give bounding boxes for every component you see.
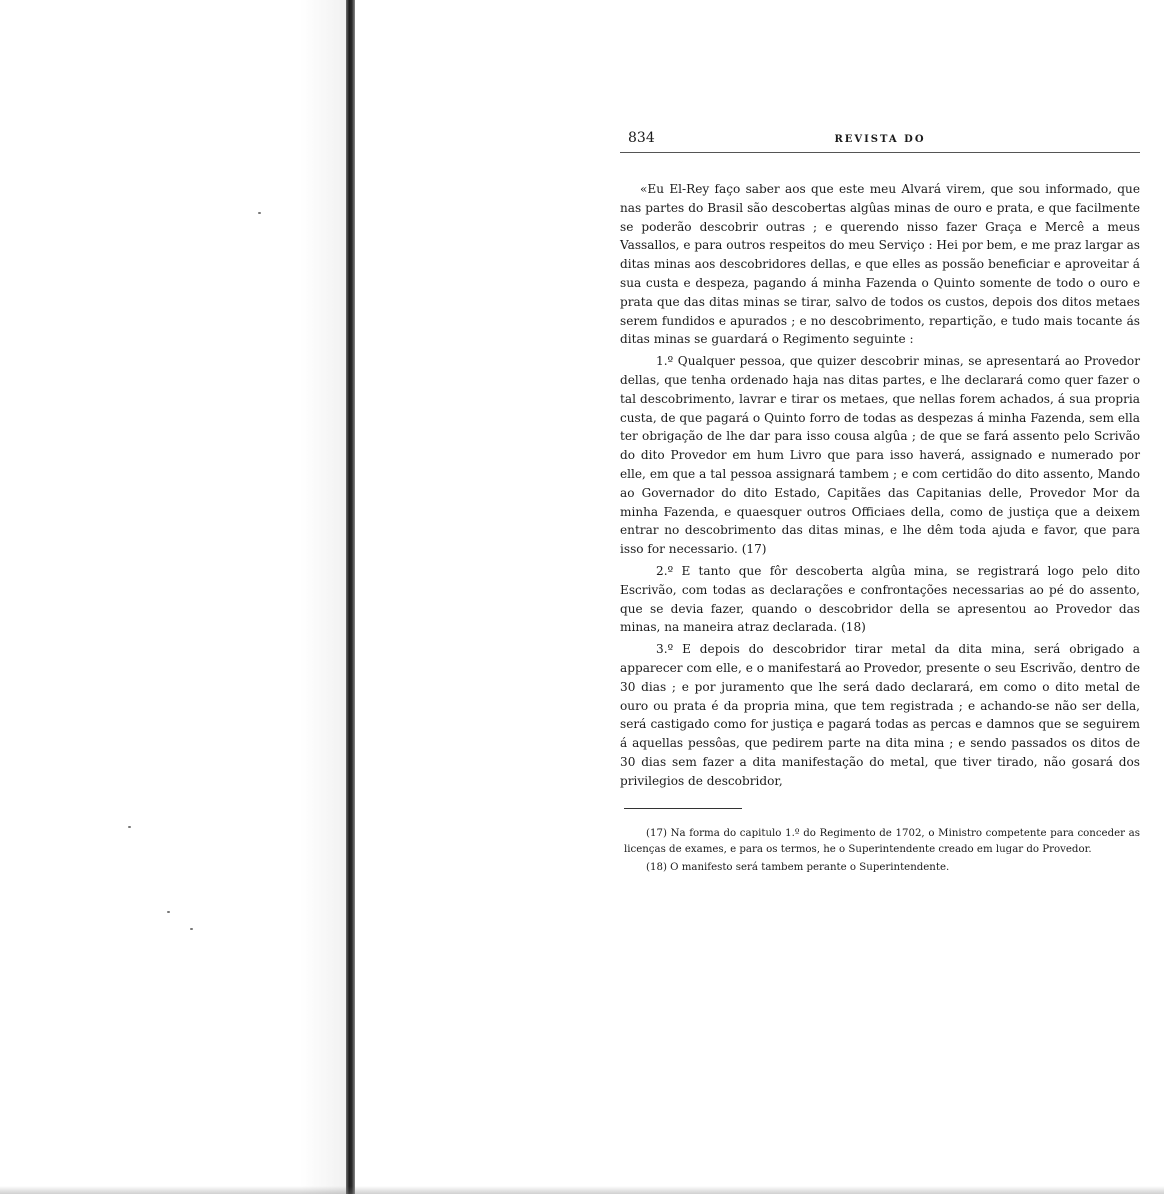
scan-speck: [128, 826, 131, 828]
paragraph-article-1: 1.º Qualquer pessoa, que quizer descobrir minas, se apresentará ao Provedor dellas, que tenha ordenado haja nas ditas partes, e lhe declarará como quer fazer o tal descobrimento, lavrar e tirar os metaes, que nellas forem achados, á sua propria custa, de que pagará o Quinto forro de todas as despezas á minha Fazenda, sem ella ter obrigação de lhe dar para isso cousa algûa ; de que se fará assento pelo Scrivão do dito Provedor em hum Livro que para isso haverá, assignado e numerado por elle, em que a tal pessoa assignará tambem ; e com certidão do dito assento, Mando ao Governador do dito Estado, Capitães das Capitanias delle, Provedor Mor da minha Fazenda, e quaesquer outros Officiaes della, como de justiça que a deixem entrar no descobrimento das ditas minas, e lhe dêm toda ajuda e favor, que para isso for necessario. (17): [620, 354, 1140, 557]
running-head: REVISTA DO: [834, 134, 926, 145]
paragraph-article-3: 3.º E depois do descobridor tirar metal da dita mina, será obrigado a apparecer com elle, e o manifestará ao Provedor, presente o seu Escrivão, dentro de 30 dias ; e por juramento que lhe será dado declarará, em como o dito metal de ouro ou prata é da propria mina, que tem registrada ; e achando-se não ser della, será castigado como for justiça e pagará todas as percas e damnos que se seguirem á aquellas pessôas, que pedirem parte na dita mina ; e sendo passados os ditos de 30 dias sem fazer a dita manifestação do metal, que tiver tirado, não gosará dos privilegios de descobridor,: [620, 642, 1140, 788]
footnote-18: (18) O manifesto será tambem perante o Superintendente.: [646, 861, 950, 873]
page-number: 834: [628, 130, 655, 146]
gutter-shadow: [300, 0, 346, 1194]
bottom-shadow: [0, 1186, 1164, 1194]
paragraph-preamble: «Eu El-Rey faço saber aos que este meu Alvará virem, que sou informado, que nas partes do Brasil são descobertas algûas minas de ouro e prata, e que facilmente se poderão descobrir outras ; e querendo nisso fazer Graça e Mercê a meus Vassallos, e para outros respeitos do meu Serviço : Hei por bem, e me praz largar as ditas minas aos descobridores dellas, e que elles as possão beneficiar e aproveitar á sua custa e despeza, pagando á minha Fazenda o Quinto somente de todo o ouro e prata que das ditas minas se tirar, salvo de todos os custos, depois dos ditos metaes serem fundidos e apurados ; e no descobrimento, repartição, e tudo mais tocante ás ditas minas se guardará o Regimento seguinte :: [620, 182, 1140, 347]
book-gutter: [346, 0, 355, 1194]
paragraph-article-2: 2.º E tanto que fôr descoberta algûa mina, se registrará logo pelo dito Escrivão, com todas as declarações e confrontações necessarias ao pé do assento, que se devia fazer, quando o descobridor della se apresentou ao Provedor das minas, na maneira atraz declarada. (18): [620, 563, 1140, 635]
scan-speck: [258, 212, 261, 214]
book-page: [620, 128, 1140, 878]
page-header: [620, 128, 1140, 153]
scan-speck: [167, 911, 170, 913]
footnote-rule: [624, 808, 742, 809]
footnotes: [620, 826, 1140, 876]
footnote-17: (17) Na forma do capitulo 1.º do Regimento de 1702, o Ministro competente para conceder as licenças de exames, e para os termos, he o Superintendente creado em lugar do Provedor.: [624, 827, 1140, 855]
body-text: [620, 180, 1140, 791]
scan-speck: [190, 928, 193, 930]
